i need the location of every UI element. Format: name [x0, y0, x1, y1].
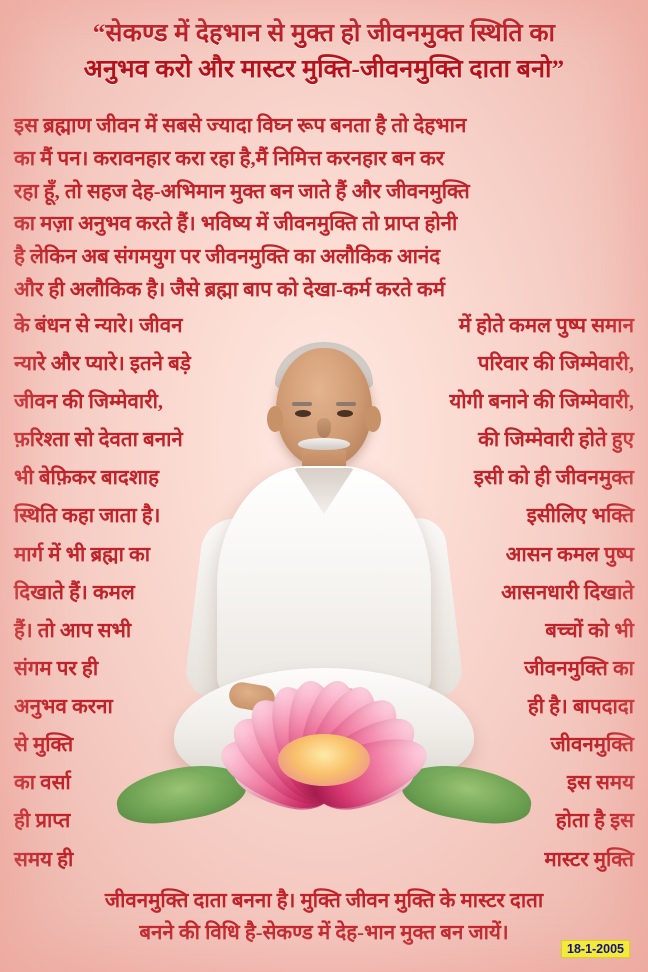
headline: [10, 16, 638, 87]
left-column-line: दिखाते हैं। कमल: [14, 581, 135, 604]
right-column-line: मास्टर मुक्ति: [544, 848, 634, 871]
left-column-line: समय ही: [14, 848, 74, 871]
right-column-line: में होते कमल पुष्प समान: [458, 314, 634, 337]
left-column-line: फ़रिश्ता सो देवता बनाने: [14, 429, 183, 452]
headline-line-1: “सेकण्ड में देहभान से मुक्त हो जीवनमुक्त स्थिति का: [92, 20, 556, 47]
right-column-line: की जिम्मेवारी होते हुए: [478, 429, 634, 452]
right-column-line: जीवनमुक्ति: [550, 734, 634, 757]
right-column-line: आसनधारी दिखाते: [501, 581, 634, 604]
left-column: [14, 307, 229, 879]
closing-line: बनने की विधि है-सेकण्ड में देह-भान मुक्त बन जायें।: [139, 922, 509, 945]
left-column-line: मार्ग में भी ब्रह्मा का: [14, 543, 151, 566]
right-column-line: होता है इस: [555, 810, 634, 833]
left-column-line: स्थिति कहा जाता है।: [14, 505, 161, 528]
left-column-line: जीवन की जिम्मेवारी,: [14, 391, 164, 414]
left-column-line: न्यारे और प्यारे। इतने बड़े: [14, 352, 191, 375]
right-column-line: इस समय: [566, 772, 634, 795]
body-line: का मज़ा अनुभव करते हैं। भविष्य में जीवनमुक्ति तो प्राप्त होनी: [14, 213, 458, 236]
right-column-line: योगी बनाने की जिम्मेवारी,: [449, 391, 634, 414]
left-column-line: से मुक्ति: [14, 734, 74, 757]
left-column-line: ही प्राप्त: [14, 810, 71, 833]
left-column-line: का वर्सा: [14, 772, 71, 795]
left-column-line: के बंधन से न्यारे। जीवन: [14, 314, 183, 337]
body-line: रहा हूँ, तो सहज देह-अभिमान मुक्त बन जाते हैं और जीवनमुक्ति: [14, 180, 470, 203]
body-line: का मैं पन। करावनहार करा रहा है,मैं निमित्त करनहार बन कर: [14, 147, 445, 170]
right-column-line: इसीलिए भक्ति: [526, 505, 634, 528]
left-column-line: संगम पर ही: [14, 657, 99, 680]
right-column-line: इसी को ही जीवनमुक्त: [473, 467, 634, 490]
closing-text: [14, 886, 634, 950]
two-column-text: [14, 307, 634, 871]
body-line: इस ब्रह्माण जीवन में सबसे ज्यादा विघ्न रूप बनता है तो देहभान: [14, 115, 467, 137]
headline-line-2: अनुभव करो और मास्टर मुक्ति-जीवनमुक्ति दाता बनो”: [83, 55, 565, 83]
right-column-line: जीवनमुक्ति का: [524, 657, 634, 680]
right-column-line: परिवार की जिम्मेवारी,: [477, 352, 634, 375]
right-column-line: आसन कमल पुष्प: [505, 543, 634, 566]
right-column-line: बच्चों को भी: [545, 619, 634, 642]
right-column: [419, 307, 634, 879]
left-column-line: भी बेफ़िकर बादशाह: [14, 467, 159, 490]
body-line: है लेकिन अब संगमयुग पर जीवनमुक्ति का अलौकिक आनंद: [14, 246, 441, 269]
date-badge: 18-1-2005: [561, 940, 630, 958]
closing-line: जीवनमुक्ति दाता बनना है। मुक्ति जीवन मुक्ति के मास्टर दाता: [104, 890, 544, 913]
body-text: [14, 110, 634, 871]
body-line: और ही अलौकिक है। जैसे ब्रह्मा बाप को देखा-कर्म करते कर्म: [14, 278, 445, 301]
left-column-line: हैं। तो आप सभी: [14, 619, 132, 642]
left-column-line: अनुभव करना: [14, 696, 113, 719]
right-column-line: ही है। बापदादा: [527, 696, 634, 719]
